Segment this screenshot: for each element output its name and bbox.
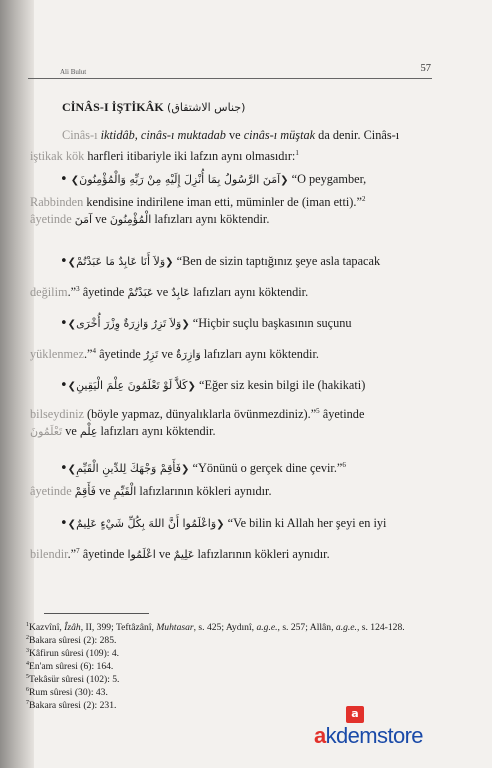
- ayah-3: وَلاَ تَزِرُ وَازِرَةٌ وِزْرَ أُخْرَى: [76, 317, 182, 330]
- ayah-5: فَأَقِمْ وَجْهَكَ لِلدِّينِ الْقَيِّمِ: [76, 462, 182, 476]
- example-6-line-1: •❮وَاعْلَمُوا أَنَّ اللهَ بِكُلِّ شَيْءٍ عَلِيمٌ❯ “Ve bilin ki Allah her şeyi en iyi: [60, 516, 387, 531]
- example-6-line-2: bilendir.”$^7$ âyetinde اعْلَمُوا ve عَلِيمٌ lafızlarının kökleri aynıdır.: [30, 547, 330, 562]
- example-3-line-2: yüklenmez.”$^4$ âyetinde تَزِرُ ve وَازِرَةٌ lafızları aynı köktendir.: [30, 347, 319, 362]
- akdemstore-logo: [314, 706, 464, 746]
- logo-wordmark: akdemstore: [314, 723, 423, 748]
- footnote-3: $^3$Kâfirun sûresi (109): 4.: [26, 648, 120, 660]
- example-4-line-1: •❮كَلاَّ لَوْ تَعْلَمُونَ عِلْمَ الْيَقِينِ❯ “Eğer siz kesin bilgi ile (hakikati): [60, 378, 366, 393]
- example-2-line-1: •❮وَلاَ أَنَا عَابِدٌ مَا عَبَدْتُمْ❯ “Ben de sizin taptığınız şeye asla tapacak: [60, 254, 381, 269]
- footnote-6: $^6$Rum sûresi (30): 43.: [26, 687, 108, 699]
- ayah-6: وَاعْلَمُوا أَنَّ اللهَ بِكُلِّ شَيْءٍ عَلِيمٌ: [76, 517, 217, 530]
- intro-line-1: Cinâs-ı iktidâb, cinâs-ı muktadab ve cinâs-ı müştak da denir. Cinâs-ı: [62, 128, 400, 142]
- footnote-1: $^1$Kazvînî, Îzâh, II, 399; Teftâzânî, Muhtasar, s. 425; Aydınî, a.g.e., s. 257; Allân, a.g.e., s. 124-128.: [26, 622, 405, 634]
- heading-title: CİNÂS-I İŞTİKÂK: [62, 100, 164, 114]
- example-5-line-1: •❮فَأَقِمْ وَجْهَكَ لِلدِّينِ الْقَيِّمِ❯ “Yönünü o gerçek dine çevir.”$^6$: [60, 461, 346, 477]
- footnote-7: $^7$Bakara sûresi (2): 231.: [26, 700, 117, 712]
- example-1-line-1: • ❮آمَنَ الرَّسُولُ بِمَا أُنْزِلَ إِلَيْهِ مِنْ رَبِّهِ وَالْمُؤْمِنُونَ❯ “O peygamber,: [60, 172, 367, 187]
- ayah-4: كَلاَّ لَوْ تَعْلَمُونَ عِلْمَ الْيَقِينِ: [76, 379, 188, 392]
- example-3-line-1: •❮وَلاَ تَزِرُ وَازِرَةٌ وِزْرَ أُخْرَى❯ “Hiçbir suçlu başkasının suçunu: [60, 316, 352, 331]
- footnote-5: $^5$Tekâsür sûresi (102): 5.: [26, 674, 120, 686]
- book-icon: a: [346, 706, 364, 723]
- example-1-line-3: âyetinde آمَنَ ve الْمُؤْمِنُونَ lafızları aynı köktendir.: [30, 212, 270, 226]
- example-1-line-2: Rabbinden kendisine indirilene iman etti, müminler de (iman etti).”$^2$: [30, 195, 366, 210]
- ayah-1: آمَنَ الرَّسُولُ بِمَا أُنْزِلَ إِلَيْهِ مِنْ رَبِّهِ وَالْمُؤْمِنُونَ: [79, 173, 281, 186]
- footnote-4: $^4$En'am sûresi (6): 164.: [26, 661, 114, 673]
- ayah-2: وَلاَ أَنَا عَابِدٌ مَا عَبَدْتُمْ: [76, 255, 166, 268]
- running-head-author: Ali Bulut: [60, 68, 87, 76]
- footnote-2: $^2$Bakara sûresi (2): 285.: [26, 635, 117, 647]
- example-2-line-2: değilim.”$^3$ âyetinde عَبَدْتُمْ ve عَابِدٌ lafızları aynı köktendir.: [30, 285, 309, 300]
- footnote-rule: [44, 613, 149, 614]
- page-number: 57: [420, 63, 431, 74]
- intro-line-2: iştikak kök harfleri itibariyle iki lafzın aynı olmasıdır:$^1$: [30, 149, 299, 164]
- example-5-line-2: âyetinde فَأَقِمْ ve الْقَيِّمِ lafızlarının kökleri aynıdır.: [30, 484, 272, 498]
- example-4-line-2: bilseydiniz (böyle yapmaz, dünyalıklarla övünmezdiniz).”$^5$ âyetinde: [30, 407, 365, 422]
- header-rule: [28, 78, 432, 79]
- heading-arabic: (جناس الاشتقاق): [166, 101, 246, 114]
- example-4-line-3: تَعْلَمُونَ ve عِلْم lafızları aynı köktendir.: [30, 424, 216, 438]
- section-heading: [62, 100, 245, 115]
